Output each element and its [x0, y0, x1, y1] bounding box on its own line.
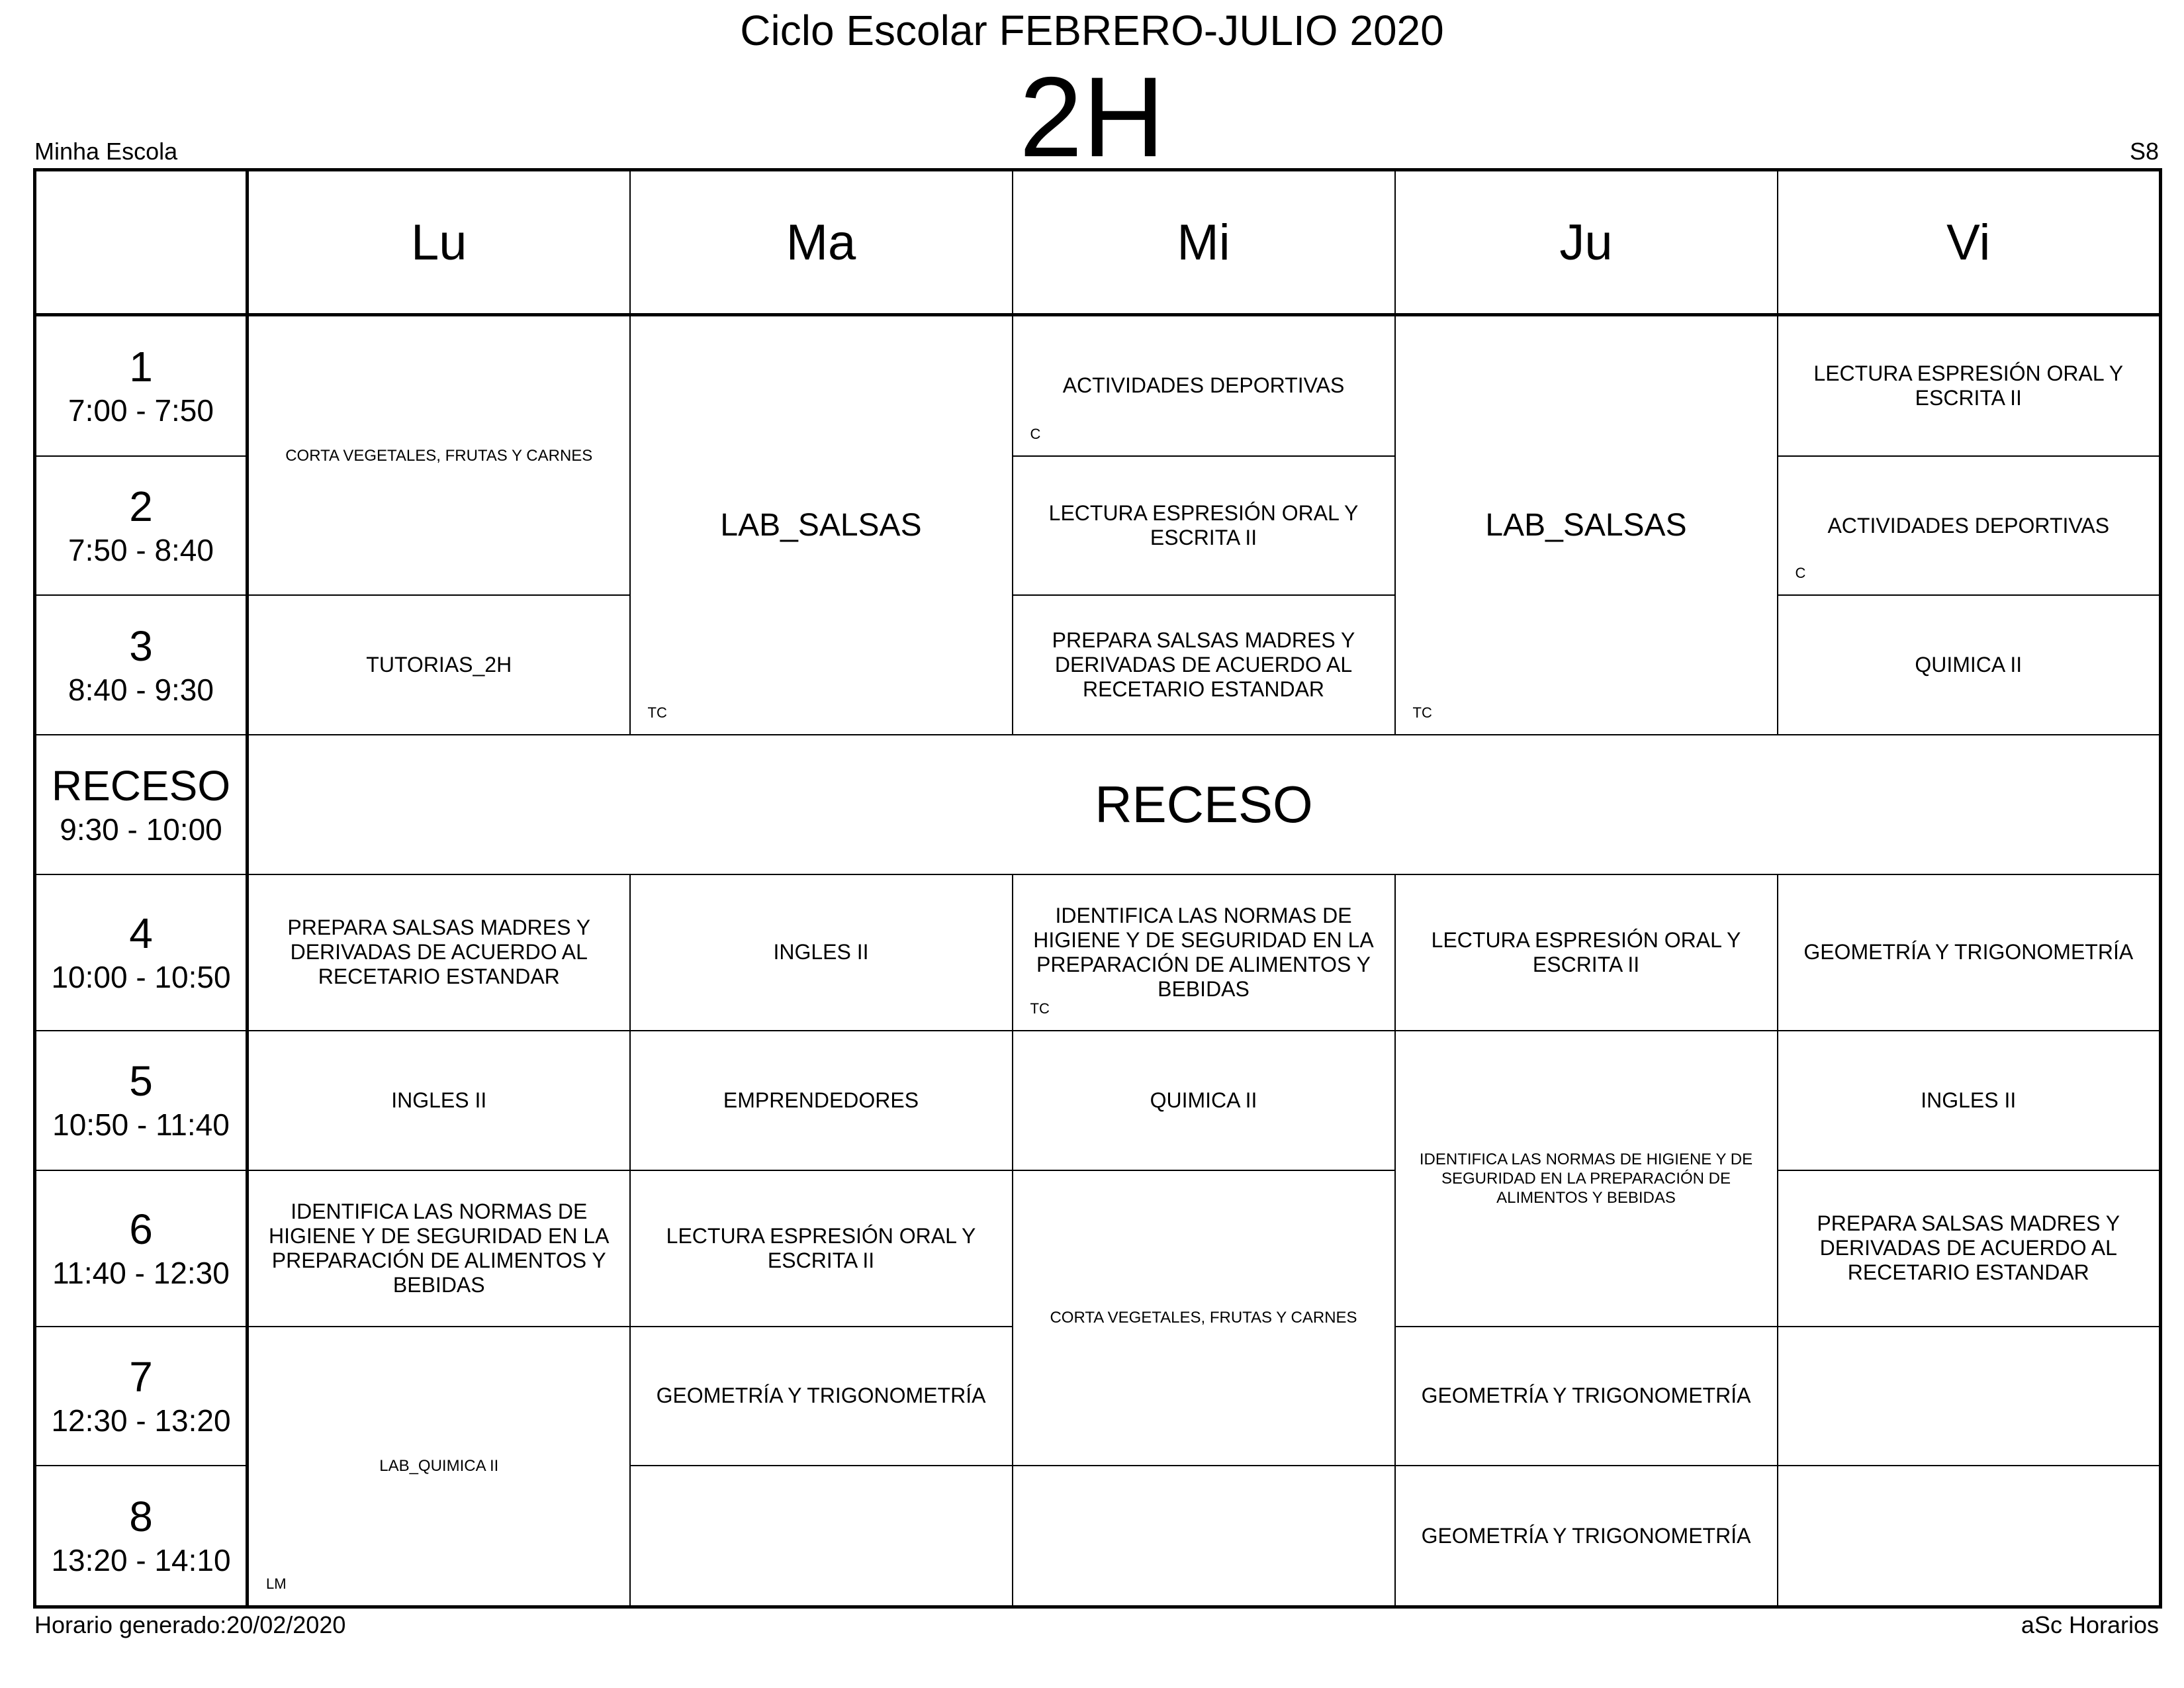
- recess-period-cell: [35, 735, 248, 874]
- lesson-subject: IDENTIFICA LAS NORMAS DE HIGIENE Y DE SEGURIDAD EN LA PREPARACIÓN DE ALIMENTOS Y BEBIDAS: [268, 1199, 610, 1297]
- lesson-ju-1-3[interactable]: [1395, 315, 1778, 735]
- corner-cell: [35, 170, 248, 315]
- lesson-subject: ACTIVIDADES DEPORTIVAS: [1827, 513, 2110, 538]
- lesson-subject: GEOMETRÍA Y TRIGONOMETRÍA: [656, 1383, 986, 1408]
- period-cell-6: [35, 1170, 248, 1327]
- day-header-vi: Vi: [1778, 170, 2161, 315]
- day-header-mi: Mi: [1013, 170, 1395, 315]
- period-time: 7:50 - 8:40: [68, 533, 214, 567]
- period-time: 13:20 - 14:10: [51, 1543, 231, 1578]
- period-number: 5: [129, 1057, 153, 1105]
- lesson-vi-2[interactable]: [1778, 456, 2161, 596]
- lesson-mi-2[interactable]: [1013, 456, 1395, 596]
- lesson-subject: QUIMICA II: [1150, 1088, 1257, 1112]
- lesson-subject: EMPRENDEDORES: [723, 1088, 919, 1112]
- period-time: 9:30 - 10:00: [60, 812, 222, 847]
- empty-slot-vi-8[interactable]: [1778, 1466, 2161, 1607]
- lesson-subject: LECTURA ESPRESIÓN ORAL Y ESCRITA II: [1431, 927, 1741, 976]
- group-name: 2H: [1019, 54, 1165, 181]
- period-number: 1: [129, 342, 153, 391]
- lesson-subject: IDENTIFICA LAS NORMAS DE HIGIENE Y DE SEGURIDAD EN LA PREPARACIÓN DE ALIMENTOS Y BEBIDAS: [1419, 1150, 1753, 1207]
- period-row-1: [35, 315, 2161, 456]
- lesson-lu-5[interactable]: [248, 1031, 630, 1170]
- lesson-lu-6[interactable]: [248, 1170, 630, 1327]
- period-time: 10:50 - 11:40: [52, 1107, 230, 1143]
- day-header-lu: Lu: [248, 170, 630, 315]
- lesson-lu-1-2[interactable]: [248, 315, 630, 596]
- lesson-ma-1-3[interactable]: [630, 315, 1013, 735]
- period-cell-8: [35, 1466, 248, 1607]
- period-time: 7:00 - 7:50: [68, 393, 214, 428]
- lesson-subject: QUIMICA II: [1915, 653, 2023, 677]
- lesson-subject: GEOMETRÍA Y TRIGONOMETRÍA: [1421, 1383, 1751, 1408]
- lesson-ju-7[interactable]: [1395, 1327, 1778, 1466]
- lesson-ma-4[interactable]: [630, 874, 1013, 1031]
- lesson-code: C: [1030, 425, 1041, 442]
- recess-row: [35, 735, 2161, 874]
- lesson-subject: ACTIVIDADES DEPORTIVAS: [1062, 373, 1345, 398]
- lesson-code: TC: [647, 704, 667, 722]
- lesson-lu-3[interactable]: [248, 595, 630, 735]
- period-cell-7: [35, 1327, 248, 1466]
- recess-cell: [248, 735, 2161, 874]
- school-name: Minha Escola: [34, 138, 178, 165]
- lesson-ma-7[interactable]: [630, 1327, 1013, 1466]
- empty-slot-vi-7[interactable]: [1778, 1327, 2161, 1466]
- period-number: 3: [129, 622, 153, 670]
- lesson-code: TC: [1412, 704, 1432, 722]
- day-header-ma: Ma: [630, 170, 1013, 315]
- period-number: 4: [129, 909, 153, 957]
- period-number: 6: [129, 1205, 153, 1253]
- period-cell-2: [35, 456, 248, 596]
- lesson-subject: INGLES II: [1921, 1088, 2017, 1112]
- lesson-ma-5[interactable]: [630, 1031, 1013, 1170]
- day-header-row: [35, 170, 2161, 315]
- period-cell-4: [35, 874, 248, 1031]
- lesson-subject: LAB_QUIMICA II: [379, 1457, 499, 1476]
- lesson-mi-1[interactable]: [1013, 315, 1395, 456]
- period-cell-1: [35, 315, 248, 456]
- lesson-subject: LECTURA ESPRESIÓN ORAL Y ESCRITA II: [666, 1223, 976, 1272]
- lesson-code: C: [1795, 565, 1806, 582]
- lesson-mi-3[interactable]: [1013, 595, 1395, 735]
- timetable: [33, 168, 2162, 1609]
- lesson-subject: PREPARA SALSAS MADRES Y DERIVADAS DE ACUERDO AL RECETARIO ESTANDAR: [287, 915, 591, 989]
- lesson-subject: CORTA VEGETALES, FRUTAS Y CARNES: [1050, 1309, 1357, 1327]
- period-number: 8: [129, 1493, 153, 1541]
- lesson-subject: GEOMETRÍA Y TRIGONOMETRÍA: [1421, 1523, 1751, 1548]
- lesson-subject: INGLES II: [773, 940, 869, 964]
- sheet-code: S8: [2129, 138, 2159, 165]
- period-number: RECESO: [51, 761, 231, 810]
- period-time: 11:40 - 12:30: [52, 1255, 230, 1290]
- lesson-vi-1[interactable]: [1778, 315, 2161, 456]
- lesson-subject: IDENTIFICA LAS NORMAS DE HIGIENE Y DE SEGURIDAD EN LA PREPARACIÓN DE ALIMENTOS Y BEBIDAS: [1033, 903, 1374, 1001]
- generated-date: Horario generado:20/02/2020: [34, 1611, 346, 1638]
- lesson-subject: PREPARA SALSAS MADRES Y DERIVADAS DE ACUERDO AL RECETARIO ESTANDAR: [1052, 628, 1355, 702]
- lesson-code: LM: [266, 1575, 287, 1592]
- period-time: 8:40 - 9:30: [68, 672, 214, 707]
- lesson-subject: INGLES II: [391, 1088, 487, 1112]
- lesson-subject: PREPARA SALSAS MADRES Y DERIVADAS DE ACUERDO AL RECETARIO ESTANDAR: [1817, 1211, 2120, 1285]
- lesson-vi-6[interactable]: [1778, 1170, 2161, 1327]
- lesson-mi-5[interactable]: [1013, 1031, 1395, 1170]
- empty-slot-mi-8[interactable]: [1013, 1466, 1395, 1607]
- schedule-title: Ciclo Escolar FEBRERO-JULIO 2020: [740, 7, 1444, 54]
- period-row-4: [35, 874, 2161, 1031]
- period-time: 10:00 - 10:50: [51, 959, 231, 994]
- lesson-ju-5-6[interactable]: [1395, 1031, 1778, 1327]
- day-header-ju: Ju: [1395, 170, 1778, 315]
- lesson-vi-4[interactable]: [1778, 874, 2161, 1031]
- lesson-subject: GEOMETRÍA Y TRIGONOMETRÍA: [1803, 940, 2134, 964]
- period-time: 12:30 - 13:20: [51, 1403, 231, 1438]
- lesson-subject: TUTORIAS_2H: [366, 653, 512, 677]
- period-row-3: [35, 595, 2161, 735]
- lesson-ma-6[interactable]: [630, 1170, 1013, 1327]
- lesson-ju-4[interactable]: [1395, 874, 1778, 1031]
- lesson-subject: CORTA VEGETALES, FRUTAS Y CARNES: [285, 446, 593, 465]
- period-row-5: [35, 1031, 2161, 1170]
- lesson-lu-7-8[interactable]: [248, 1327, 630, 1607]
- period-number: 2: [129, 483, 153, 530]
- empty-slot-ma-8[interactable]: [630, 1466, 1013, 1607]
- period-number: 7: [129, 1352, 153, 1401]
- lesson-code: TC: [1030, 1000, 1050, 1017]
- lesson-subject: LAB_SALSAS: [1485, 507, 1687, 543]
- period-cell-5: [35, 1031, 248, 1170]
- period-row-6: [35, 1170, 2161, 1327]
- lesson-mi-6-7[interactable]: [1013, 1170, 1395, 1466]
- lesson-vi-5[interactable]: [1778, 1031, 2161, 1170]
- recess-label: RECESO: [1095, 775, 1313, 834]
- software-credit: aSc Horarios: [2021, 1611, 2159, 1638]
- period-cell-3: [35, 595, 248, 735]
- lesson-subject: LAB_SALSAS: [720, 507, 922, 543]
- lesson-mi-4[interactable]: [1013, 874, 1395, 1031]
- lesson-subject: LECTURA ESPRESIÓN ORAL Y ESCRITA II: [1813, 361, 2124, 410]
- lesson-ju-8[interactable]: [1395, 1466, 1778, 1607]
- lesson-subject: LECTURA ESPRESIÓN ORAL Y ESCRITA II: [1048, 501, 1359, 549]
- lesson-vi-3[interactable]: [1778, 595, 2161, 735]
- lesson-lu-4[interactable]: [248, 874, 630, 1031]
